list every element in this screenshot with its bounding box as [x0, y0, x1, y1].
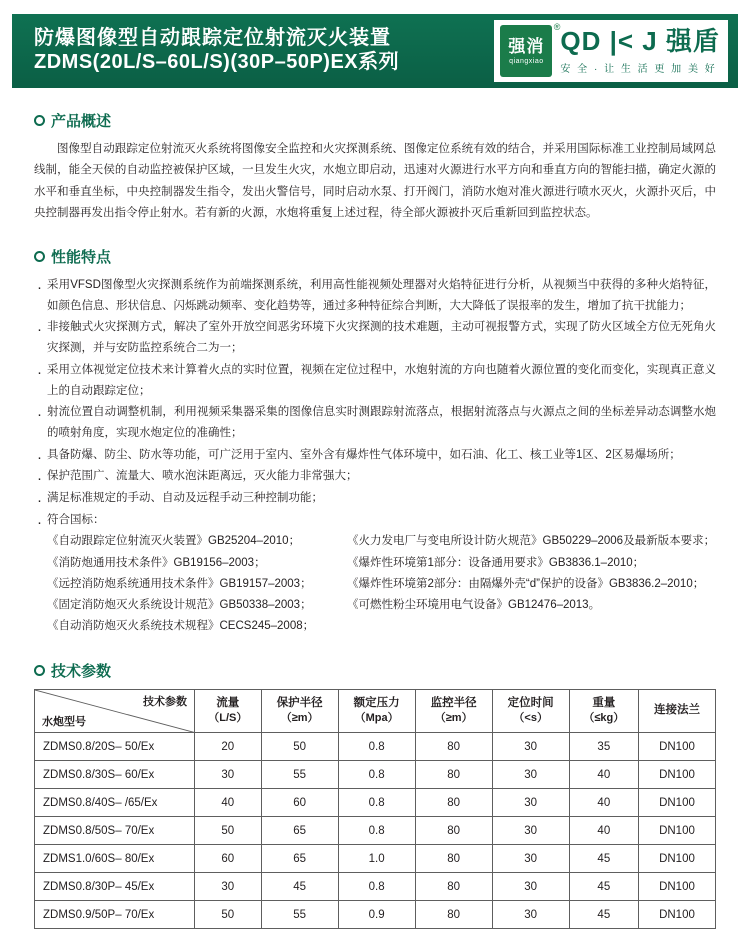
- registered-mark-icon: ®: [553, 22, 561, 32]
- list-item: · 采用立体视觉定位技术来计算着火点的实时位置，视频在定位过程中，水炮射流的方向也随着火源位置的变化而变化，实现真正意义上的自动跟踪定位；: [34, 360, 716, 401]
- table-row: [35, 873, 716, 901]
- cell-model: ZDMS1.0/60S– 80/Ex: [35, 845, 195, 873]
- cell-protect-radius: 50: [261, 733, 338, 761]
- cell-rated-pressure: 0.8: [338, 817, 415, 845]
- cell-weight: 40: [569, 817, 638, 845]
- column-header-line2: （<s）: [513, 712, 548, 725]
- list-item: · 非接触式火灾探测方式，解决了室外开放空间恶劣环境下火灾探测的技术难题，主动可视报警方式，实现了防火区域全方位无死角火灾探测，并与安防监控系统合二为一；: [34, 317, 716, 358]
- standard-item: 《自动跟踪定位射流灭火装置》GB25204–2010；: [47, 535, 301, 548]
- corner-label-bottom-left: 水炮型号: [42, 716, 86, 728]
- cell-weight: 35: [569, 733, 638, 761]
- brand-text: [560, 25, 720, 75]
- column-header-flow: [195, 689, 262, 732]
- standard-item: 《火力发电厂与变电所设计防火规范》GB50229–2006及最新版本要求；: [347, 535, 716, 548]
- standard-item: 《远控消防炮系统通用技术条件》GB19157–2003；: [47, 577, 312, 590]
- column-header-line2: （≥m）: [434, 712, 473, 725]
- cell-weight: 40: [569, 789, 638, 817]
- cell-flange: DN100: [638, 733, 715, 761]
- cell-monitor-radius: 80: [415, 845, 492, 873]
- cell-monitor-radius: 80: [415, 901, 492, 929]
- table-row: [35, 817, 716, 845]
- standard-item: 《爆炸性环境第2部分：由隔爆外壳“d”保护的设备》GB3836.2–2010；: [347, 577, 705, 590]
- features-heading-text: 性能特点: [51, 249, 112, 267]
- cell-flange: DN100: [638, 789, 715, 817]
- standard-item: 《爆炸性环境第1部分：设备通用要求》GB3836.1–2010；: [347, 556, 645, 569]
- column-header-weight: [569, 689, 638, 732]
- cell-locate-time: 30: [492, 845, 569, 873]
- cell-locate-time: 30: [492, 873, 569, 901]
- cell-flow: 50: [195, 817, 262, 845]
- cell-weight: 45: [569, 901, 638, 929]
- brand-slogan: 安 全 · 让 生 活 更 加 美 好: [560, 63, 717, 75]
- cell-protect-radius: 60: [261, 789, 338, 817]
- cell-locate-time: 30: [492, 789, 569, 817]
- product-title-line2: ZDMS(20L/S–60L/S)(30P–50P)EX系列: [34, 51, 400, 73]
- ring-bullet-icon: [34, 115, 45, 126]
- cell-model: ZDMS0.8/40S– /65/Ex: [35, 789, 195, 817]
- cell-model: ZDMS0.8/20S– 50/Ex: [35, 733, 195, 761]
- cell-flange: DN100: [638, 761, 715, 789]
- cell-monitor-radius: 80: [415, 873, 492, 901]
- spec-table-body: [35, 733, 716, 929]
- specs-heading-text: 技术参数: [51, 662, 112, 680]
- column-header-locate-time: [492, 689, 569, 732]
- column-header-line1: 重量: [592, 696, 616, 709]
- product-title-line1: 防爆图像型自动跟踪定位射流灭火装置: [34, 27, 391, 50]
- brand-logo: [494, 20, 728, 82]
- cell-rated-pressure: 0.8: [338, 789, 415, 817]
- cell-flow: 20: [195, 733, 262, 761]
- standard-item: 《固定消防炮灭火系统设计规范》GB50338–2003；: [47, 599, 312, 612]
- list-item: · 满足标准规定的手动、自动及远程手动三种控制功能；: [34, 488, 716, 509]
- feature-list: [34, 275, 716, 530]
- column-header-line1: 流量: [216, 696, 240, 709]
- cell-locate-time: 30: [492, 761, 569, 789]
- cell-protect-radius: 55: [261, 901, 338, 929]
- cell-rated-pressure: 0.8: [338, 873, 415, 901]
- column-header-line2: （≥m）: [280, 712, 319, 725]
- cell-flange: DN100: [638, 817, 715, 845]
- column-header-rated-pressure: [338, 689, 415, 732]
- cell-flow: 30: [195, 761, 262, 789]
- column-header-line1: 监控半径: [430, 696, 477, 709]
- column-header-line2: （≤kg）: [583, 712, 625, 725]
- column-header-line1: 定位时间: [507, 696, 554, 709]
- table-row: [35, 789, 716, 817]
- section-title-specs: [34, 660, 716, 681]
- column-header-line2: （L/S）: [208, 712, 248, 725]
- ring-bullet-icon: [34, 251, 45, 262]
- spec-table: [34, 689, 716, 929]
- column-header-monitor-radius: [415, 689, 492, 732]
- column-header-line1: 连接法兰: [653, 704, 700, 717]
- list-item: · 保护范围广、流量大、喷水泡沫距离远，灭火能力非常强大；: [34, 466, 716, 487]
- column-header-flange: [638, 689, 715, 732]
- cell-model: ZDMS0.8/50S– 70/Ex: [35, 817, 195, 845]
- standard-item: 《自动消防炮灭火系统技术规程》CECS245–2008；: [47, 620, 315, 633]
- cell-rated-pressure: 1.0: [338, 845, 415, 873]
- cell-flow: 30: [195, 873, 262, 901]
- column-header-line1: 保护半径: [276, 696, 323, 709]
- document-content: [0, 110, 750, 929]
- cell-weight: 40: [569, 761, 638, 789]
- brand-badge-pinyin: qiangxiao: [509, 57, 544, 65]
- column-header-line1: 额定压力: [353, 696, 400, 709]
- table-row: [35, 761, 716, 789]
- standard-item-empty: [347, 616, 716, 637]
- overview-paragraph: 图像型自动跟踪定位射流灭火系统将图像安全监控和火灾探测系统、图像定位系统有效的结合，并采用国际标准工业控制局域网总线制，能全天侯的自动监控被保护区域，一旦发生火灾，水炮立即启动，迅速对火源进行水平方向和垂直方向的智能扫描，确定火源的水平和垂直坐标，中央控制器发生指令，发出火警信号，同时启动水泵、打开阀门，消防水炮对准火源进行喷水灭火，火源扑灭后，中央控制器再发出指令停止射水。若有新的火源，水炮将重复上述过程，待全部火源被扑灭后重新回到监控状态。: [34, 143, 716, 219]
- cell-weight: 45: [569, 873, 638, 901]
- cell-weight: 45: [569, 845, 638, 873]
- overview-heading-text: 产品概述: [51, 113, 112, 130]
- ring-bullet-icon: [34, 665, 45, 676]
- header-title-block: [34, 27, 399, 74]
- cell-rated-pressure: 0.8: [338, 761, 415, 789]
- cell-flow: 60: [195, 845, 262, 873]
- cell-protect-radius: 65: [261, 845, 338, 873]
- column-header-line2: （Mpa）: [354, 712, 399, 725]
- cell-protect-radius: 65: [261, 817, 338, 845]
- cell-model: ZDMS0.8/30P– 45/Ex: [35, 873, 195, 901]
- standard-item: 《可燃性粉尘环境用电气设备》GB12476–2013。: [347, 599, 601, 612]
- cell-flow: 40: [195, 789, 262, 817]
- list-item: · 符合国标：: [34, 510, 716, 531]
- section-title-overview: [34, 110, 716, 131]
- brand-badge-cn: 强消: [508, 36, 545, 56]
- spec-corner-header: [35, 689, 195, 732]
- standards-grid: [34, 531, 716, 637]
- brand-badge: [500, 22, 561, 77]
- page-header: [12, 14, 738, 88]
- cell-monitor-radius: 80: [415, 761, 492, 789]
- cell-monitor-radius: 80: [415, 733, 492, 761]
- cell-locate-time: 30: [492, 733, 569, 761]
- brand-name: QD |< J 强盾: [560, 25, 720, 56]
- standard-item: 《消防炮通用技术条件》GB19156–2003；: [47, 556, 266, 569]
- column-header-protect-radius: [261, 689, 338, 732]
- cell-flow: 50: [195, 901, 262, 929]
- table-row: [35, 901, 716, 929]
- section-title-features: [34, 246, 716, 267]
- cell-rated-pressure: 0.8: [338, 733, 415, 761]
- cell-locate-time: 30: [492, 817, 569, 845]
- corner-label-top-right: 技术参数: [143, 695, 187, 708]
- cell-flange: DN100: [638, 845, 715, 873]
- cell-flange: DN100: [638, 901, 715, 929]
- cell-flange: DN100: [638, 873, 715, 901]
- cell-locate-time: 30: [492, 901, 569, 929]
- cell-rated-pressure: 0.9: [338, 901, 415, 929]
- cell-monitor-radius: 80: [415, 789, 492, 817]
- cell-monitor-radius: 80: [415, 817, 492, 845]
- cell-model: ZDMS0.9/50P– 70/Ex: [35, 901, 195, 929]
- list-item: · 具备防爆、防尘、防水等功能，可广泛用于室内、室外含有爆炸性气体环境中，如石油、化工、核工业等1区、2区易爆场所；: [34, 445, 716, 466]
- cell-model: ZDMS0.8/30S– 60/Ex: [35, 761, 195, 789]
- list-item: · 射流位置自动调整机制，利用视频采集器采集的图像信息实时测跟踪射流落点，根据射流落点与火源点之间的坐标差异动态调整水炮的喷射角度，实现水炮定位的准确性；: [34, 402, 716, 443]
- list-item: · 采用VFSD图像型火灾探测系统作为前端探测系统，利用高性能视频处理器对火焰特征进行分析，从视频当中获得的多种火焰特征，如颜色信息、形状信息、闪烁跳动频率、变化趋势等，通过多种特征综合判断，大大降低了误报率的发生，增加了抗干扰能力；: [34, 275, 716, 316]
- cell-protect-radius: 55: [261, 761, 338, 789]
- table-header-row: [35, 689, 716, 732]
- table-row: [35, 733, 716, 761]
- cell-protect-radius: 45: [261, 873, 338, 901]
